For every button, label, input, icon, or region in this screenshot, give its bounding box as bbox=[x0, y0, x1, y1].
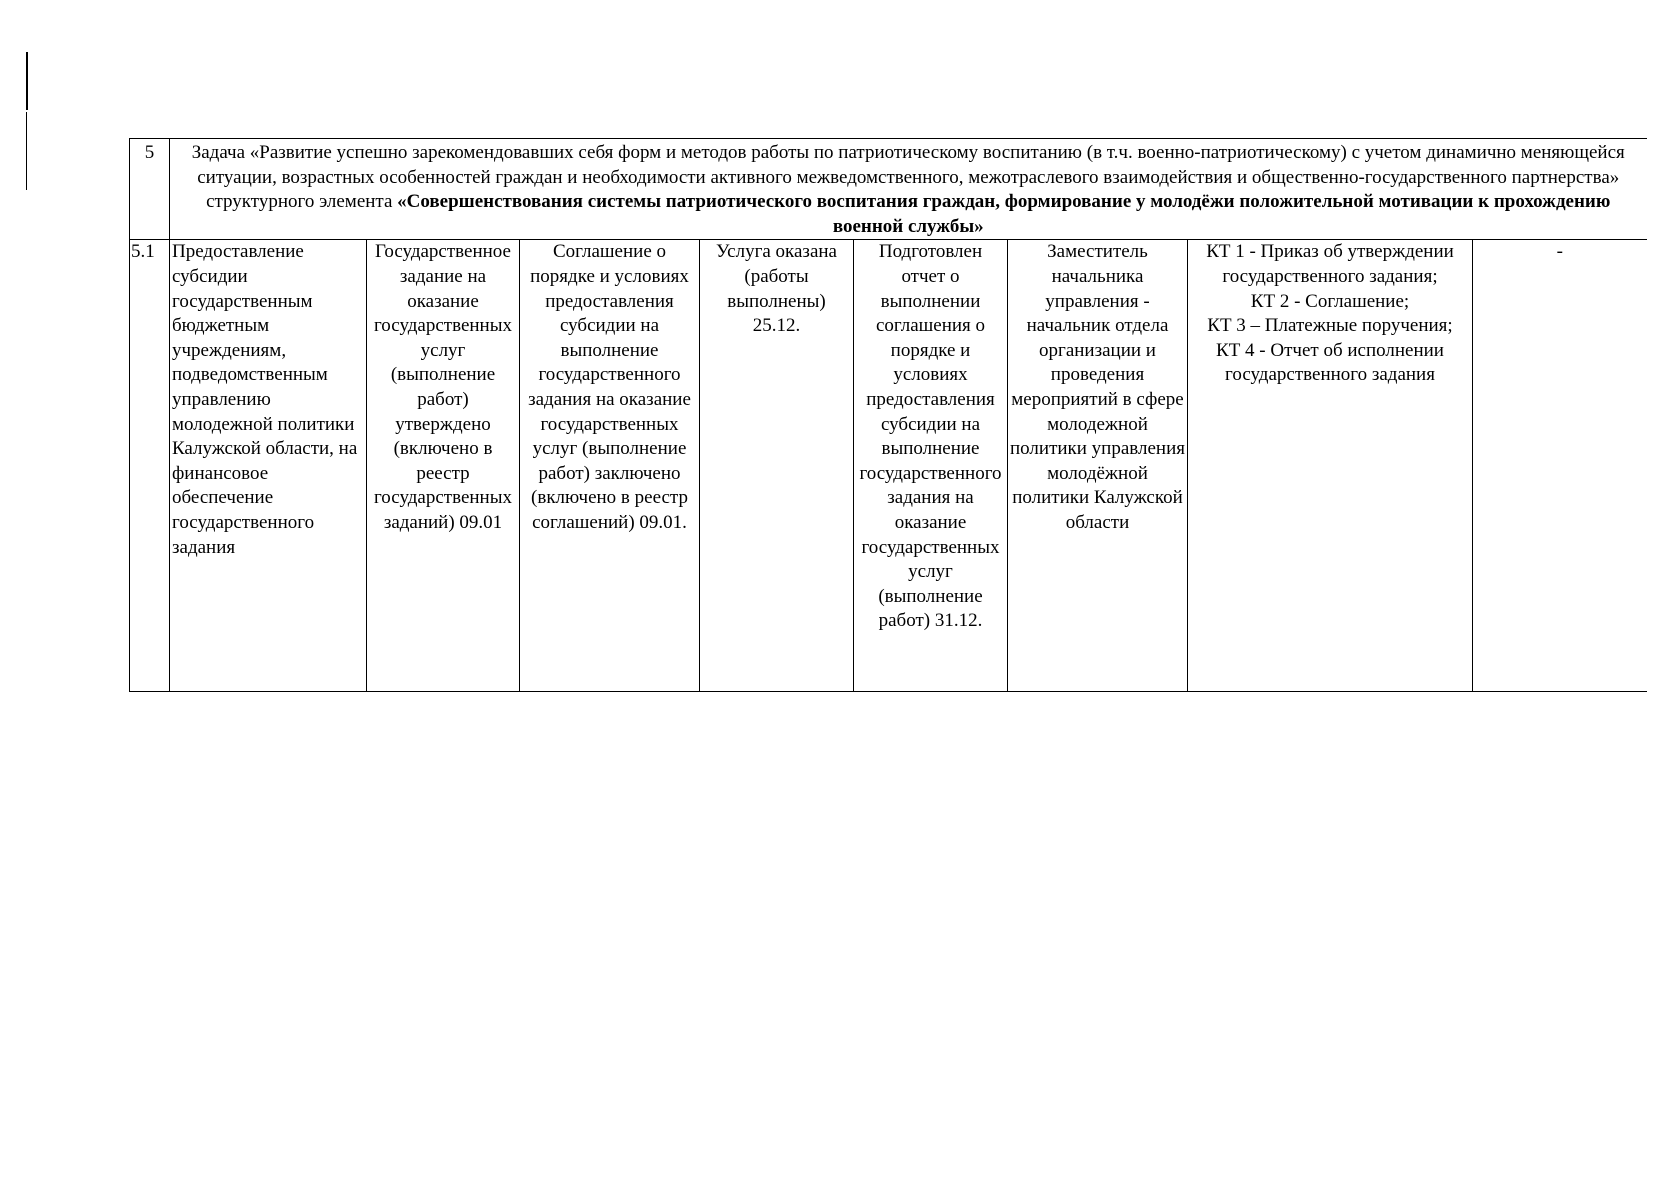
checkpoint-item: КТ 1 - Приказ об утверждении государственного задания; bbox=[1206, 241, 1454, 287]
state-task-control-point: Государственное задание на оказание государственных услуг (выполнение работ) утверждено (включено в реестр государственных заданий) 09.01 bbox=[367, 240, 520, 692]
task-description bbox=[170, 139, 1647, 240]
checkpoint-list bbox=[1188, 240, 1473, 692]
checkpoint-item: КТ 4 - Отчет об исполнении государственного задания bbox=[1216, 339, 1444, 386]
event-number: 5.1 bbox=[130, 240, 170, 692]
service-control-point: Услуга оказана (работы выполнены) 25.12. bbox=[700, 240, 854, 692]
empty-value: - bbox=[1473, 240, 1647, 692]
task-number: 5 bbox=[130, 139, 170, 240]
margin-mark bbox=[26, 52, 28, 110]
event-name: Предоставление субсидии государственным бюджетным учреждениям, подведомственным управлению молодежной политики Калужской области, на финансовое обеспечение государственного задания bbox=[170, 240, 367, 692]
event-row bbox=[130, 240, 1647, 692]
task-element-title: «Совершенствования системы патриотического воспитания граждан, формирование у молодёжи положительной мотивации к прохождению военной службы» bbox=[397, 191, 1611, 237]
checkpoint-item: КТ 3 – Платежные поручения; bbox=[1207, 315, 1453, 337]
task-row bbox=[130, 139, 1647, 240]
plan-table bbox=[129, 138, 1647, 692]
margin-mark bbox=[26, 112, 27, 190]
checkpoint-item: КТ 2 - Соглашение; bbox=[1250, 290, 1410, 312]
responsible-person: Заместитель начальника управления - начальник отдела организации и проведения мероприятий в сфере молодежной политики управления молодёжной политики Калужской области bbox=[1008, 240, 1188, 692]
task-text: Задача «Развитие успешно зарекомендовавших себя форм и методов работы по патриотическому воспитанию (в т.ч. военно-патриотическому) с учетом динамично меняющейся ситуации, возрастных особенностей граждан и необходимости активного межведомственного, межотраслевого взаимодействия и общественно-государственного партнерства» структурного элемента bbox=[191, 142, 1625, 213]
report-control-point: Подготовлен отчет о выполнении соглашения о порядке и условиях предоставления субсидии на выполнение государственного задания на оказание государственных услуг (выполнение работ) 31.12. bbox=[854, 240, 1008, 692]
agreement-control-point: Соглашение о порядке и условиях предоставления субсидии на выполнение государственного задания на оказание государственных услуг (выполнение работ) заключено (включено в реестр соглашений) 09.01. bbox=[520, 240, 700, 692]
